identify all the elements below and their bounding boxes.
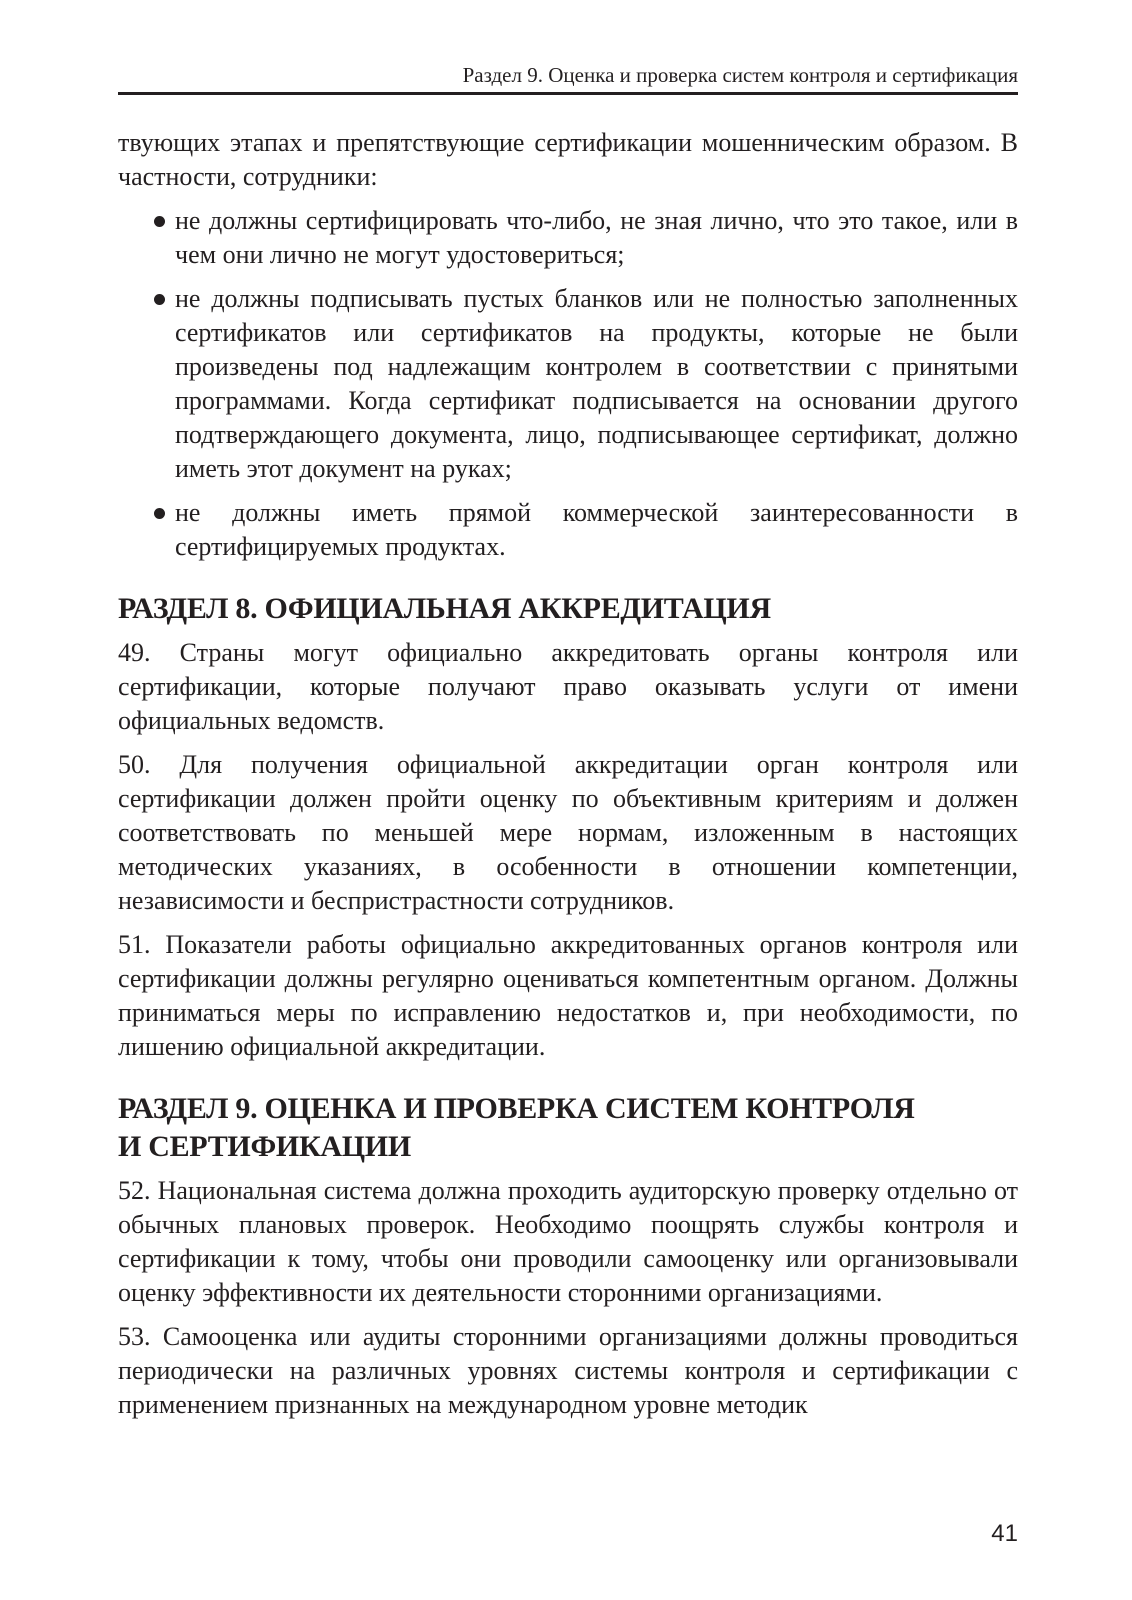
paragraph-49: 49. Страны могут официально аккредитовать органы контроля или сертификации, которые получают право оказывать услуги от имени официальных ведомств.	[118, 638, 1018, 735]
bullet-icon	[154, 508, 165, 519]
list-item-text: не должны иметь прямой коммерческой заинтересованности в сертифицируемых продуктах.	[175, 498, 1018, 561]
running-header: Раздел 9. Оценка и проверка систем контроля и сертификация	[462, 63, 1018, 87]
paragraph-50: 50. Для получения официальной аккредитации орган контроля или сертификации должен пройти оценку по объективным критериям и должен соответствовать по меньшей мере нормам, изложенным в настоящих методических указаниях, в особенности в отношении компетенции, независимости и беспристрастности сотрудников.	[118, 750, 1018, 915]
section-9-heading-line-2: И СЕРТИФИКАЦИИ	[118, 1130, 411, 1163]
intro-paragraph: твующих этапах и препятствующие сертификации мошенническим образом. В частности, сотрудники:	[118, 128, 1018, 191]
paragraph-52: 52. Национальная система должна проходить аудиторскую проверку отдельно от обычных плановых проверок. Необходимо поощрять службы контроля и сертификации к тому, чтобы они проводили самооценку или организовывали оценку эффективности их деятельности сторонними организациями.	[118, 1176, 1018, 1307]
paragraph-53: 53. Самооценка или аудиты сторонними организациями должны проводиться периодически на различных уровнях системы контроля и сертификации с применением признанных на международном уровне методик	[118, 1322, 1018, 1419]
bullet-icon	[154, 294, 165, 305]
page-content	[118, 126, 1018, 1422]
list-item	[118, 204, 1018, 272]
page-number: 41	[991, 1520, 1018, 1547]
list-item	[118, 496, 1018, 564]
bullet-icon	[154, 216, 165, 227]
header-rule	[118, 92, 1018, 95]
section-8-heading: РАЗДЕЛ 8. ОФИЦИАЛЬНАЯ АККРЕДИТАЦИЯ	[118, 592, 771, 625]
list-item-text: не должны подписывать пустых бланков или не полностью заполненных сертификатов или сертификатов на продукты, которые не были произведены под надлежащим контролем в соответствии с принятыми программами. Когда сертификат подписывается на основании другого подтверждающего документа, лицо, подписывающее сертификат, должно иметь этот документ на руках;	[175, 284, 1018, 483]
bullet-list	[118, 204, 1018, 564]
list-item	[118, 282, 1018, 486]
section-9-heading-line-1: РАЗДЕЛ 9. ОЦЕНКА И ПРОВЕРКА СИСТЕМ КОНТРОЛЯ	[118, 1092, 915, 1125]
paragraph-51: 51. Показатели работы официально аккредитованных органов контроля или сертификации должны регулярно оцениваться компетентным органом. Должны приниматься меры по исправлению недостатков и, при необходимости, по лишению официальной аккредитации.	[118, 930, 1018, 1061]
section-9-heading	[118, 1090, 1018, 1166]
list-item-text: не должны сертифицировать что-либо, не зная лично, что это такое, или в чем они лично не могут удостовериться;	[175, 206, 1018, 269]
